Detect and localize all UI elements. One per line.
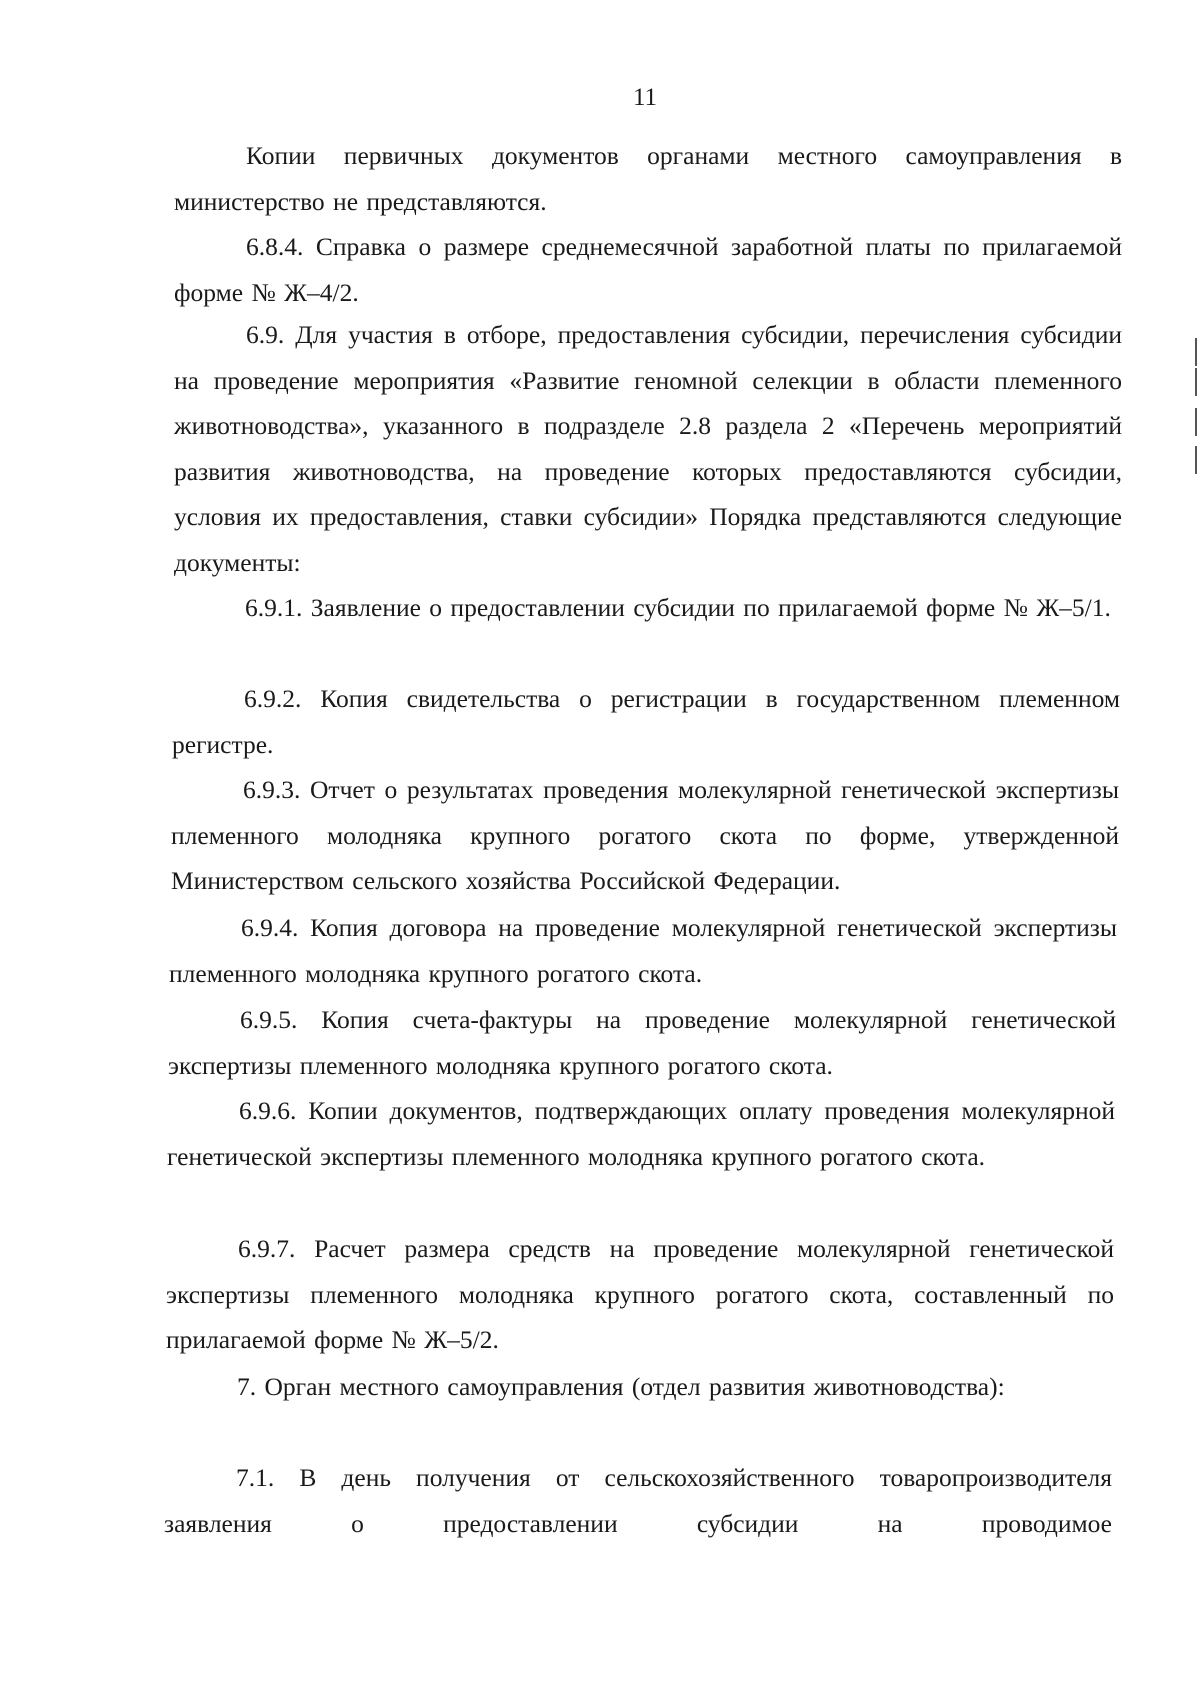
page-number: 11 bbox=[632, 84, 658, 111]
paragraph: 6.8.4. Справка о размере среднемесячной заработной платы по прилагаемой форме № Ж–4/2. bbox=[174, 232, 1122, 307]
margin-mark bbox=[1195, 408, 1197, 436]
margin-mark bbox=[1195, 368, 1197, 396]
paragraph: 6.9.7. Расчет размера средств на проведение молекулярной генетической экспертизы племенного молодняка крупного рогатого скота, составленный по прилагаемой форме № Ж–5/2. bbox=[166, 1234, 1114, 1354]
margin-mark bbox=[1195, 446, 1197, 474]
paragraph: 6.9.2. Копия свидетельства о регистрации в государственном племенном регистре. bbox=[172, 684, 1120, 759]
paragraph: 6.9.6. Копии документов, подтверждающих оплату проведения молекулярной генетической экспертизы племенного молодняка крупного рогатого скота. bbox=[167, 1096, 1115, 1171]
paragraph: 6.9.3. Отчет о результатах проведения молекулярной генетической экспертизы племенного молодняка крупного рогатого скота по форме, утвержденной Министерством сельского хозяйства Российской Федерации. bbox=[171, 775, 1119, 895]
paragraph: 6.9.4. Копия договора на проведение молекулярной генетической экспертизы племенного молодняка крупного рогатого скота. bbox=[169, 913, 1117, 988]
paragraph: 7. Орган местного самоуправления (отдел развития животноводства): bbox=[237, 1372, 1005, 1401]
paragraph: Копии первичных документов органами местного самоуправления в министерство не представляются. bbox=[174, 141, 1122, 216]
paragraph: 7.1. В день получения от сельскохозяйственного товаропроизводителя заявления о предоставлении субсидии на проводимое bbox=[164, 1463, 1112, 1538]
paragraph: 6.9. Для участия в отборе, предоставления субсидии, перечисления субсидии на проведение мероприятия «Развитие геномной селекции в области племенного животноводства», указанного в подразделе 2.8 раздела 2 «Перечень мероприятий развития животноводства, на проведение которых предоставляются субсидии, условия их предоставления, ставки субсидии» Порядка представляются следующие документы: bbox=[174, 320, 1122, 577]
margin-mark bbox=[1195, 338, 1197, 366]
paragraph: 6.9.1. Заявление о предоставлении субсидии по прилагаемой форме № Ж–5/1. bbox=[245, 593, 1111, 622]
paragraph: 6.9.5. Копия счета-фактуры на проведение молекулярной генетической экспертизы племенного молодняка крупного рогатого скота. bbox=[168, 1005, 1116, 1080]
